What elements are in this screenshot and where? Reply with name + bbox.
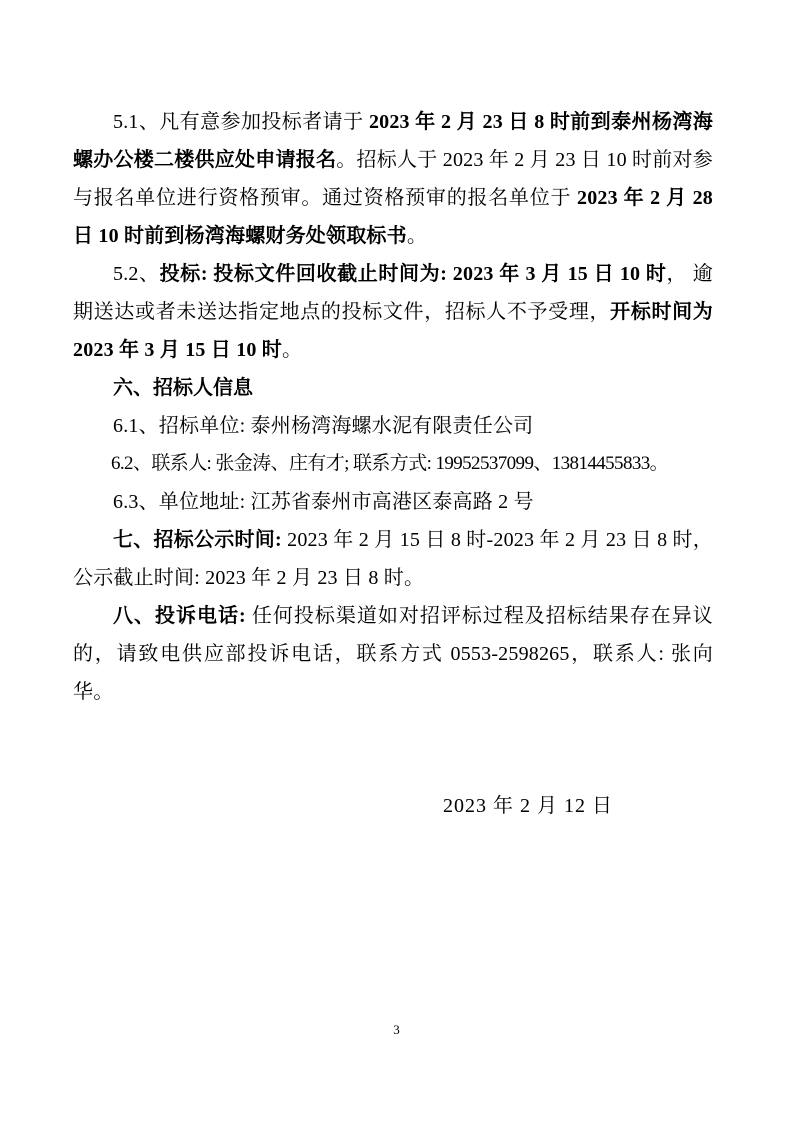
p52-text-regular-1: 5.2、 — [113, 263, 160, 285]
p51-text-regular-3: 。 — [406, 225, 428, 247]
page-number: 3 — [393, 1022, 400, 1037]
section-6-heading: 六、招标人信息 — [113, 377, 253, 399]
paragraph-5-2 — [73, 255, 713, 369]
paragraph-6-2: 6.2、联系人: 张金涛、庄有才; 联系方式: 19952537099、13814455833。 — [111, 453, 669, 474]
p7-text-regular: 2023 年 2 月 15 日 8 时-2023 年 2 月 23 日 8 时，公示截止时间: 2023 年 2 月 23 日 8 时。 — [73, 529, 713, 589]
p51-text-regular-2: 。招标人于 2023 年 2 月 23 日 10 时前对参与报名单位进行资格预审。通过资格预审的报名单位于 — [73, 149, 713, 209]
document-date: 2023 年 2 月 12 日 — [443, 795, 613, 817]
p51-text-bold-1: 2023 年 2 月 23 日 8 时前到泰州杨湾海螺办公楼二楼供应处申请报名 — [73, 111, 714, 171]
p52-text-regular-2: ， 逾期送达或者未送达指定地点的投标文件，招标人不予受理， — [73, 263, 713, 323]
paragraph-5-1 — [73, 103, 713, 255]
p51-text-bold-2: 2023 年 2 月 28 日 10 时前到杨湾海螺财务处领取标书 — [73, 187, 713, 247]
paragraph-6-1: 6.1、招标单位: 泰州杨湾海螺水泥有限责任公司 — [113, 415, 534, 437]
p8-text-regular: 任何投标渠道如对招评标过程及招标结果存在异议的，请致电供应部投诉电话，联系方式 0553-2598265，联系人: 张向华。 — [73, 605, 713, 703]
p8-heading-bold: 八、投诉电话: — [113, 605, 252, 627]
paragraph-7 — [73, 521, 713, 597]
p52-text-bold-1: 投标: 投标文件回收截止时间为: 2023 年 3 月 15 日 10 时 — [159, 263, 667, 285]
p7-heading-bold: 七、招标公示时间: — [113, 529, 288, 551]
p52-text-regular-3: 。 — [282, 339, 303, 361]
paragraph-6-3: 6.3、单位地址: 江苏省泰州市高港区泰高路 2 号 — [113, 491, 534, 513]
p52-text-bold-2: 开标时间为 2023 年 3 月 15 日 10 时 — [73, 301, 714, 361]
paragraph-8 — [73, 597, 713, 711]
p51-text-regular-1: 5.1、凡有意参加投标者请于 — [113, 111, 369, 133]
